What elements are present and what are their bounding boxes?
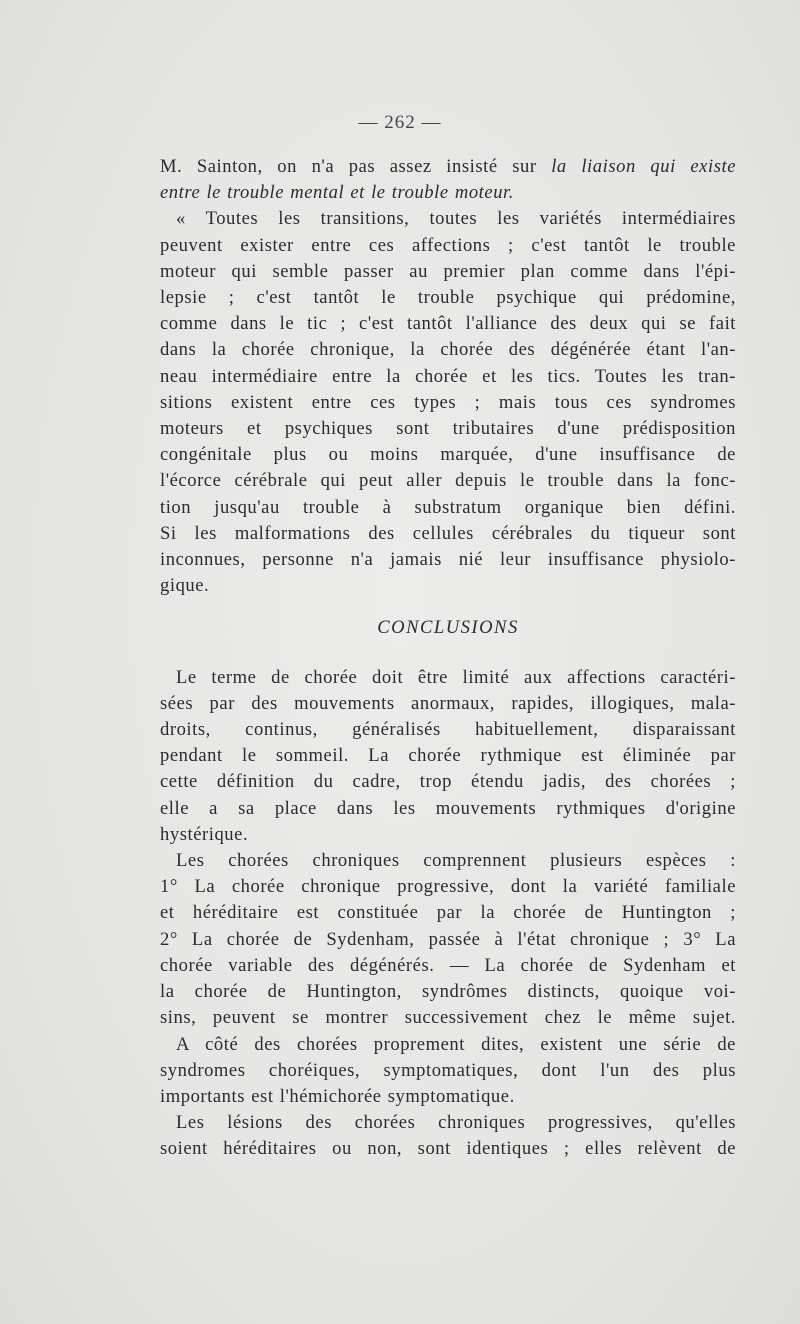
text-line: 2° La chorée de Sydenham, passée à l'état chronique ; 3° La xyxy=(160,928,736,950)
text-line: lepsie ; c'est tantôt le trouble psychique qui prédomine, xyxy=(160,287,736,309)
conclusions-heading: CONCLUSIONS xyxy=(377,617,519,639)
emphasis: entre le trouble mental et le trouble moteur. xyxy=(160,182,514,204)
conclusion-paragraph-2 xyxy=(160,848,736,1031)
text-line xyxy=(160,180,736,206)
text-line: droits, continus, généralisés habituellement, disparaissant xyxy=(160,719,736,741)
text-line: et héréditaire est constituée par la chorée de Huntington ; xyxy=(160,902,736,924)
page-number: — 262 — xyxy=(358,112,442,133)
text-line: 1° La chorée chronique progressive, dont la variété familiale xyxy=(160,876,736,898)
text-line: l'écorce cérébrale qui peut aller depuis le trouble dans la fonc- xyxy=(160,470,736,492)
text-line: importants est l'hémichorée symptomatique. xyxy=(160,1085,515,1107)
emphasis: la liaison qui existe xyxy=(551,156,736,177)
text-line: cette définition du cadre, trop étendu jadis, des chorées ; xyxy=(160,771,736,793)
text-line: sitions existent entre ces types ; mais tous ces syndromes xyxy=(160,391,736,413)
intro-paragraph xyxy=(160,154,736,206)
text-line: la chorée de Huntington, syndrômes distincts, quoique voi- xyxy=(160,981,736,1003)
text-line: comme dans le tic ; c'est tantôt l'alliance des deux qui se fait xyxy=(160,313,736,335)
text-line: A côté des chorées proprement dites, existent une série de xyxy=(176,1033,736,1055)
text-line: Les lésions des chorées chroniques progressives, qu'elles xyxy=(176,1112,736,1134)
text-line: congénitale plus ou moins marquée, d'une insuffisance de xyxy=(160,444,736,466)
body-text xyxy=(160,154,736,1163)
text-line: sins, peuvent se montrer successivement chez le même sujet. xyxy=(160,1007,736,1029)
conclusion-paragraph-3 xyxy=(160,1032,736,1111)
text-line: M. Sainton, on n'a pas assez insisté sur la liaison qui existe xyxy=(160,156,736,177)
text-line: syndromes choréiques, symptomatiques, dont l'un des plus xyxy=(160,1059,736,1081)
text-line: dans la chorée chronique, la chorée des dégénérée étant l'an- xyxy=(160,339,736,361)
text-line: peuvent exister entre ces affections ; c'est tantôt le trouble xyxy=(160,234,736,256)
text-line: Si les malformations des cellules cérébrales du tiqueur sont xyxy=(160,522,736,544)
text-line: Les chorées chroniques comprennent plusieurs espèces : xyxy=(176,850,736,872)
text-line: Le terme de chorée doit être limité aux affections caractéri- xyxy=(176,666,736,688)
text-line: moteur qui semble passer au premier plan comme dans l'épi- xyxy=(160,260,736,282)
text-line: elle a sa place dans les mouvements rythmiques d'origine xyxy=(160,797,736,819)
text-line: hystérique. xyxy=(160,823,249,845)
text-line: sées par des mouvements anormaux, rapides, illogiques, mala- xyxy=(160,692,736,714)
conclusion-paragraph-4 xyxy=(160,1110,736,1162)
text-line: gique. xyxy=(160,575,210,597)
text-line: moteurs et psychiques sont tributaires d'une prédisposition xyxy=(160,418,736,440)
quote-paragraph xyxy=(160,206,736,599)
text-line: soient héréditaires ou non, sont identiques ; elles relèvent de xyxy=(160,1138,736,1160)
text-line: « Toutes les transitions, toutes les variétés intermédiaires xyxy=(176,208,736,230)
text-line: pendant le sommeil. La chorée rythmique est éliminée par xyxy=(160,745,736,767)
text-line: chorée variable des dégénérés. — La chorée de Sydenham et xyxy=(160,954,736,976)
text-line: inconnues, personne n'a jamais nié leur insuffisance physiolo- xyxy=(160,549,736,571)
text-line: tion jusqu'au trouble à substratum organique bien défini. xyxy=(160,496,736,518)
conclusion-paragraph-1 xyxy=(160,665,736,848)
text-line: neau intermédiaire entre la chorée et les tics. Toutes les tran- xyxy=(160,365,736,387)
